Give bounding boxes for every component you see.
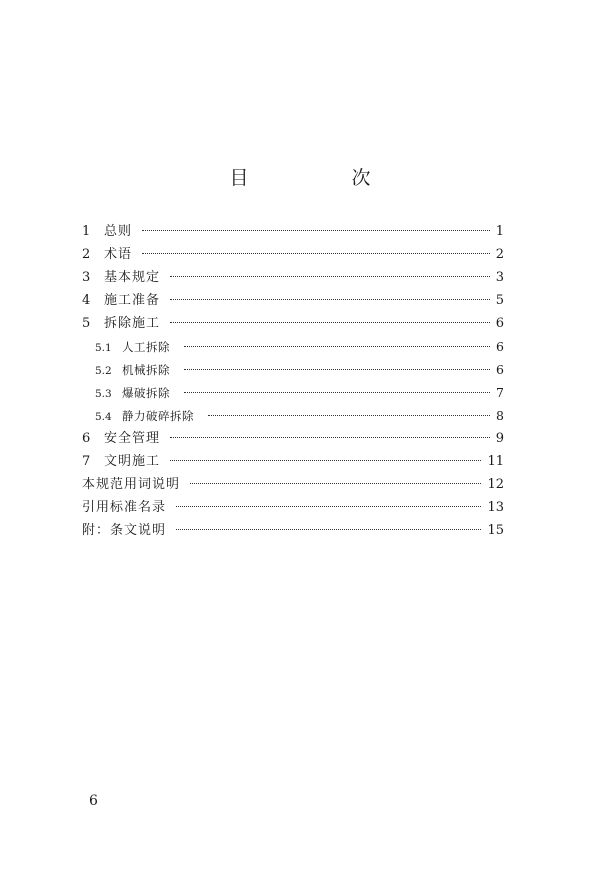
toc-entry-page: 13 (487, 500, 504, 515)
toc-entry-number: 5.2 (95, 365, 112, 377)
toc-leader-dots (170, 299, 490, 300)
page-number: 6 (89, 793, 98, 809)
toc-entry[interactable] (82, 450, 504, 473)
toc-entry-number: 3 (82, 270, 91, 285)
toc-entry-page: 9 (495, 431, 504, 446)
toc-entry-number: 6 (82, 431, 91, 446)
toc-entry-label: 安全管理 (104, 431, 161, 446)
toc-entry[interactable] (82, 312, 504, 335)
toc-entry-page: 11 (487, 454, 504, 469)
toc-entry-label: 机械拆除 (122, 363, 170, 377)
toc-leader-dots (170, 437, 490, 438)
toc-entry-page: 6 (496, 362, 504, 377)
toc-entry-number: 1 (82, 224, 91, 239)
toc-entry[interactable] (82, 381, 504, 404)
toc-entry-label: 本规范用词说明 (82, 477, 181, 492)
toc-entry-page: 2 (495, 247, 504, 262)
toc-leader-dots (170, 276, 490, 277)
toc-entry[interactable] (82, 496, 504, 519)
toc-entry-label: 施工准备 (104, 293, 161, 308)
toc-entry[interactable] (82, 519, 504, 542)
toc-entry-page: 3 (495, 270, 504, 285)
toc-leader-dots (170, 322, 490, 323)
toc-entry-page: 8 (496, 408, 504, 423)
toc-entry-label: 静力破碎拆除 (122, 409, 194, 423)
toc-entry-number: 2 (82, 247, 91, 262)
toc-entry-label: 附：条文说明 (82, 523, 167, 538)
toc-leader-dots (184, 346, 490, 347)
toc-entry-label: 引用标准名录 (82, 500, 167, 515)
toc-entry-page: 15 (487, 523, 504, 538)
toc-entry-label: 拆除施工 (104, 316, 161, 331)
toc-entry-label: 总则 (104, 224, 133, 239)
toc-entry-page: 1 (495, 224, 504, 239)
toc-entry-number: 5.3 (95, 388, 112, 400)
toc-leader-dots (142, 253, 490, 254)
toc-entry[interactable] (82, 266, 504, 289)
toc-entry-page: 12 (487, 477, 504, 492)
toc-entry[interactable] (82, 289, 504, 312)
toc-entry-page: 6 (495, 316, 504, 331)
toc-entry-number: 4 (82, 293, 91, 308)
toc-leader-dots (176, 506, 481, 507)
toc-entry-label: 术语 (104, 247, 133, 262)
toc-leader-dots (184, 392, 490, 393)
toc-leader-dots (176, 529, 481, 530)
table-of-contents (82, 220, 504, 542)
toc-entry-number: 7 (82, 454, 91, 469)
toc-entry[interactable] (82, 243, 504, 266)
toc-entry-page: 5 (495, 293, 504, 308)
toc-entry-label: 基本规定 (104, 270, 161, 285)
toc-entry[interactable] (82, 404, 504, 427)
toc-entry-page: 6 (496, 339, 504, 354)
toc-entry-number: 5.1 (95, 342, 112, 354)
toc-entry[interactable] (82, 427, 504, 450)
toc-leader-dots (184, 369, 490, 370)
toc-leader-dots (170, 460, 481, 461)
toc-leader-dots (142, 230, 490, 231)
page-title: 目 次 (229, 167, 413, 189)
toc-entry[interactable] (82, 220, 504, 243)
toc-entry-number: 5.4 (95, 411, 112, 423)
toc-entry[interactable] (82, 335, 504, 358)
toc-leader-dots (190, 483, 481, 484)
toc-entry-page: 7 (496, 385, 504, 400)
toc-entry-number: 5 (82, 316, 91, 331)
toc-entry-label: 文明施工 (104, 454, 161, 469)
toc-entry-label: 人工拆除 (122, 340, 170, 354)
toc-entry[interactable] (82, 473, 504, 496)
toc-leader-dots (208, 415, 490, 416)
toc-entry-label: 爆破拆除 (122, 386, 170, 400)
toc-entry[interactable] (82, 358, 504, 381)
